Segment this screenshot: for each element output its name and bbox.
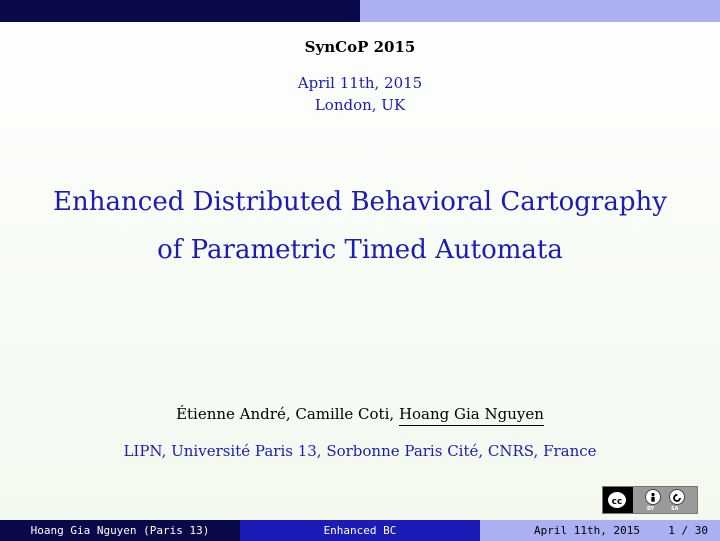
affiliation: LIPN, Université Paris 13, Sorbonne Paris Cité, CNRS, France [123, 442, 597, 460]
title-line-1: Enhanced Distributed Behavioral Cartography [53, 187, 667, 217]
cc-by-sa-license-badge [602, 486, 698, 514]
top-navigation-bar [0, 0, 720, 22]
footer-author: Hoang Gia Nguyen (Paris 13) [0, 520, 240, 541]
presenter-name: Hoang Gia Nguyen [399, 405, 544, 426]
title-line-2: of Parametric Timed Automata [157, 235, 563, 265]
conference-name: SynCoP 2015 [304, 38, 416, 56]
page-number: 1 / 30 [668, 524, 708, 537]
authors-line [0, 405, 720, 423]
footer-date: April 11th, 2015 [534, 524, 640, 537]
conference-date: April 11th, 2015 [297, 74, 423, 92]
authors-list: Étienne André, Camille Coti, [176, 405, 395, 423]
by-label: BY [647, 506, 655, 512]
attribution-icon [645, 489, 661, 505]
cc-icon: cc [606, 490, 628, 510]
footer-short-title: Enhanced BC [240, 520, 480, 541]
conference-location: London, UK [314, 96, 406, 114]
top-bar-right-segment [360, 0, 720, 22]
presentation-title [0, 178, 720, 274]
footer-bar [0, 520, 720, 541]
sa-label: SA [671, 506, 679, 512]
share-alike-icon [669, 489, 685, 505]
footer-right-segment [480, 520, 720, 541]
license-badge-background [633, 487, 697, 513]
top-bar-left-segment [0, 0, 360, 22]
